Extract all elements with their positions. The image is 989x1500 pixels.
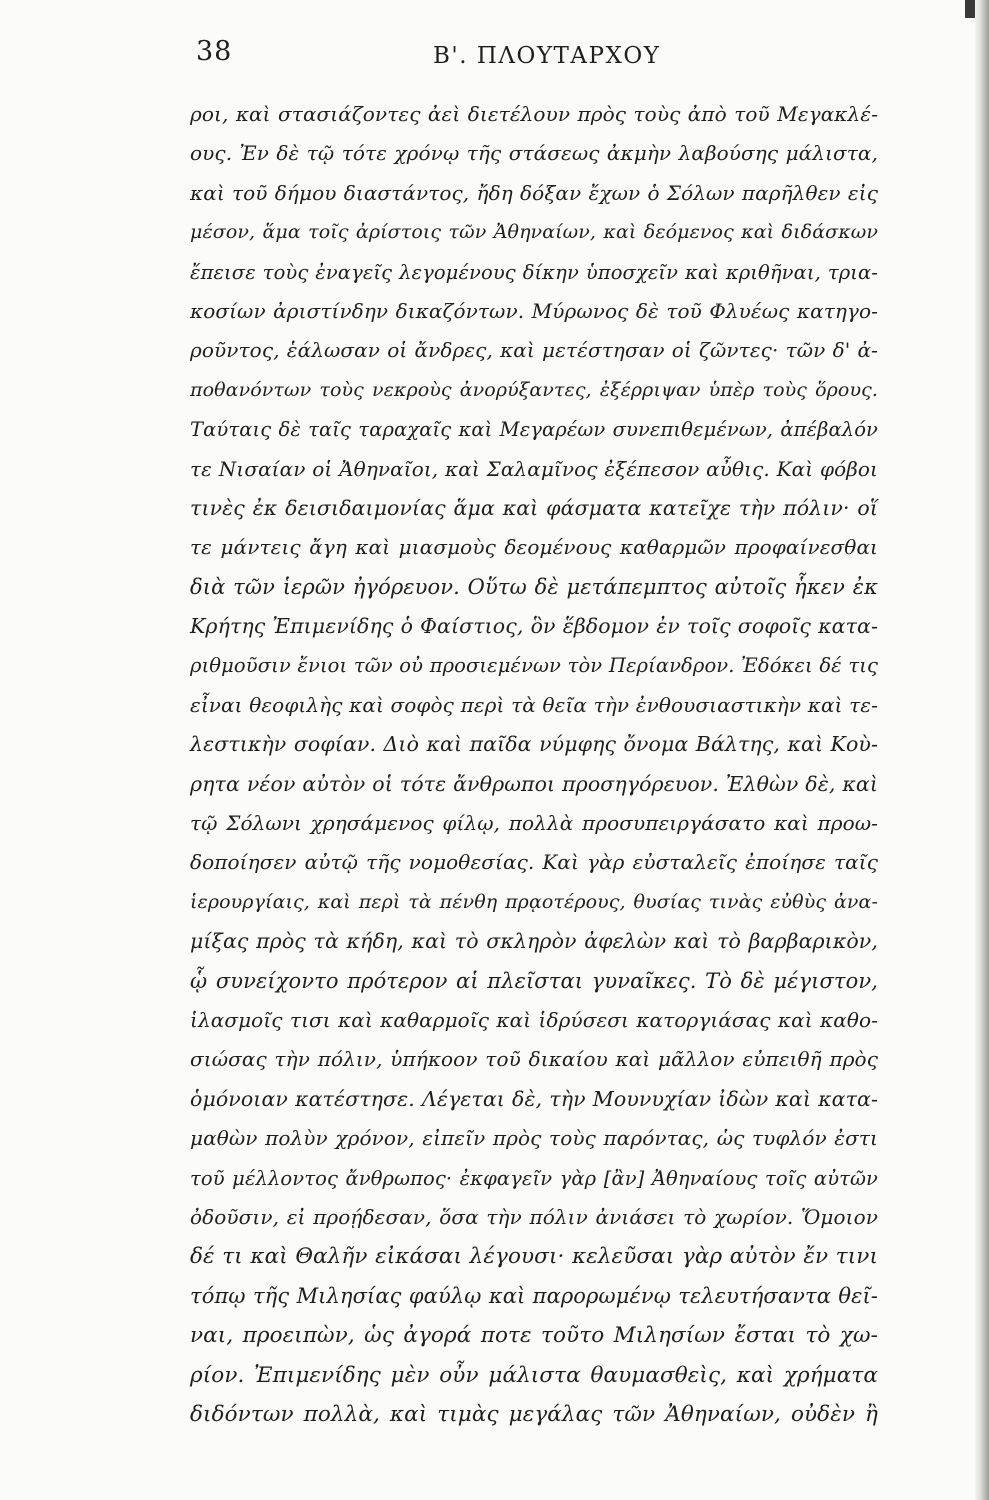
text-line: διδόντων πολλὰ, καὶ τιμὰς μεγάλας τῶν Ἀθηναίων, οὐδὲν ἢ: [190, 1401, 878, 1427]
text-line: τε μάντεις ἄγη καὶ μιασμοὺς δεομένους καθαρμῶν προφαίνεσθαι: [190, 535, 878, 560]
text-line: δοποίησεν αὐτῷ τῆς νομοθεσίας. Καὶ γὰρ εὐσταλεῖς ἐποίησε ταῖς: [190, 850, 878, 875]
text-line: τινὲς ἐκ δεισιδαιμονίας ἅμα καὶ φάσματα κατεῖχε τὴν πόλιν· οἵ: [190, 495, 878, 520]
text-line: κοσίων ἀριστίνδην δικαζόντων. Μύρωνος δὲ τοῦ Φλυέως κατηγο-: [190, 298, 878, 323]
text-line: εἶναι θεοφιλὴς καὶ σοφὸς περὶ τὰ θεῖα τὴν ἐνθουσιαστικὴν καὶ τε-: [190, 692, 878, 717]
text-line: ποθανόντων τοὺς νεκροὺς ἀνορύξαντες, ἐξέρριψαν ὑπὲρ τοὺς ὅρους.: [190, 378, 878, 401]
text-line: καὶ τοῦ δήμου διαστάντος, ἤδη δόξαν ἔχων ὁ Σόλων παρῆλθεν εἰς: [190, 180, 878, 205]
text-line: ρητα νέον αὐτὸν οἱ τότε ἄνθρωποι προσηγόρευον. Ἐλθὼν δὲ, καὶ: [190, 771, 878, 796]
text-line: μέσον, ἅμα τοῖς ἀρίστοις τῶν Ἀθηναίων, καὶ δεόμενος καὶ διδάσκων: [190, 221, 878, 244]
text-line: ὀδοῦσιν, εἰ προῄδεσαν, ὅσα τὴν πόλιν ἀνιάσει τὸ χωρίον. Ὅμοιον: [190, 1204, 878, 1229]
text-line: μίξας πρὸς τὰ κήδη, καὶ τὸ σκληρὸν ἀφελὼν καὶ τὸ βαρβαρικὸν,: [190, 929, 878, 954]
text-line: ὁμόνοιαν κατέστησε. Λέγεται δὲ, τὴν Μουνυχίαν ἰδὼν καὶ κατα-: [190, 1086, 878, 1111]
page-number: 38: [196, 36, 233, 67]
text-line: ἔπεισε τοὺς ἐναγεῖς λεγομένους δίκην ὑποσχεῖν καὶ κριθῆναι, τρια-: [190, 260, 878, 284]
text-line: ρίον. Ἐπιμενίδης μὲν οὖν μάλιστα θαυμασθεὶς, καὶ χρήματα: [190, 1362, 878, 1388]
page-header: [196, 36, 876, 76]
text-line: ἱλασμοῖς τισι καὶ καθαρμοῖς καὶ ἱδρύσεσι κατοργιάσας καὶ καθο-: [190, 1007, 878, 1032]
text-line: ᾧ συνείχοντο πρότερον αἱ πλεῖσται γυναῖκες. Τὸ δὲ μέγιστον,: [190, 968, 878, 993]
text-line: διὰ τῶν ἱερῶν ἠγόρευον. Οὕτω δὲ μετάπεμπτος αὐτοῖς ἧκεν ἐκ: [190, 574, 878, 599]
text-line: τοῦ μέλλοντος ἄνθρωπος· ἐκφαγεῖν γὰρ [ἂν] Ἀθηναίους τοῖς αὐτῶν: [190, 1166, 878, 1190]
text-line: τε Νισαίαν οἱ Ἀθηναῖοι, καὶ Σαλαμῖνος ἐξέπεσον αὖθις. Καὶ φόβοι: [190, 456, 878, 481]
text-line: Ταύταις δὲ ταῖς ταραχαῖς καὶ Μεγαρέων συνεπιθεμένων, ἀπέβαλόν: [190, 418, 878, 442]
running-head: Β'. ΠΛΟΥΤΑΡΧΟΥ: [433, 43, 661, 69]
text-line: σιώσας τὴν πόλιν, ὑπήκοον τοῦ δικαίου καὶ μᾶλλον εὐπειθῆ πρὸς: [190, 1047, 878, 1072]
text-line: δέ τι καὶ Θαλῆν εἰκάσαι λέγουσι· κελεῦσαι γὰρ αὐτὸν ἔν τινι: [190, 1244, 878, 1270]
text-line: ροῦντος, ἑάλωσαν οἱ ἄνδρες, καὶ μετέστησαν οἱ ζῶντες· τῶν δ' ἀ-: [190, 338, 878, 363]
text-line: ους. Ἐν δὲ τῷ τότε χρόνῳ τῆς στάσεως ἀκμὴν λαβούσης μάλιστα,: [190, 141, 878, 166]
text-line: ναι, προειπὼν, ὡς ἀγορά ποτε τοῦτο Μιλησίων ἔσται τὸ χω-: [190, 1323, 878, 1349]
text-line: ἱερουργίαις, καὶ περὶ τὰ πένθη πρᾳοτέρους, θυσίας τινὰς εὐθὺς ἀνα-: [190, 890, 878, 913]
text-line: τῷ Σόλωνι χρησάμενος φίλῳ, πολλὰ προσυπειργάσατο καὶ προω-: [190, 811, 878, 836]
text-line: ροι, καὶ στασιάζοντες ἀεὶ διετέλουν πρὸς τοὺς ἀπὸ τοῦ Μεγακλέ-: [190, 102, 878, 126]
text-line: μαθὼν πολὺν χρόνον, εἰπεῖν πρὸς τοὺς παρόντας, ὡς τυφλόν ἐστι: [190, 1126, 878, 1151]
body-text: [190, 95, 878, 1434]
text-line: ριθμοῦσιν ἔνιοι τῶν οὐ προσιεμένων τὸν Περίανδρον. Ἐδόκει δέ τις: [190, 654, 878, 678]
text-line: τόπῳ τῆς Μιλησίας φαύλῳ καὶ παρορωμένῳ τελευτήσαντα θεῖ-: [190, 1283, 878, 1308]
text-line: Κρήτης Ἐπιμενίδης ὁ Φαίστιος, ὃν ἕβδομον ἐν τοῖς σοφοῖς κατα-: [190, 614, 878, 639]
text-line: λεστικὴν σοφίαν. Διὸ καὶ παῖδα νύμφης ὄνομα Βάλτης, καὶ Κοὺ-: [190, 732, 878, 757]
page-edge-shadow: [975, 0, 989, 1500]
page-corner-mark: [965, 0, 975, 18]
